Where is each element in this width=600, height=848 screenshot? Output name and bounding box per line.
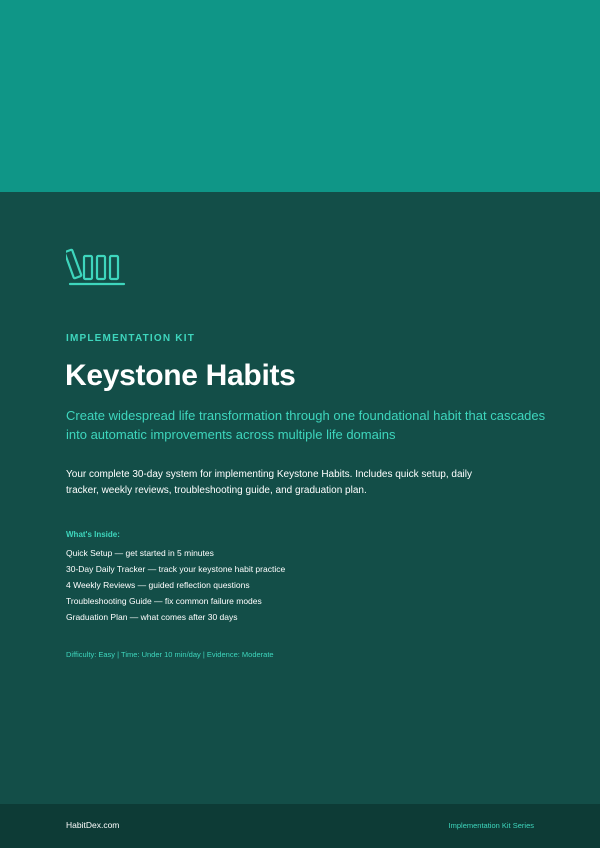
list-item: 30-Day Daily Tracker — track your keystone habit practice: [66, 564, 286, 574]
intro-paragraph: Your complete 30-day system for implementing Keystone Habits. Includes quick setup, daily tracker, weekly reviews, troubleshooting guide, and graduation plan.: [66, 469, 472, 496]
whats-inside-heading: What's Inside:: [66, 530, 120, 539]
difficulty-meta-line: Difficulty: Easy | Time: Under 10 min/day | Evidence: Moderate: [66, 650, 274, 659]
footer-series-label: Implementation Kit Series: [448, 821, 534, 830]
list-item: 4 Weekly Reviews — guided reflection questions: [66, 580, 250, 590]
eyebrow-label: IMPLEMENTATION KIT: [66, 333, 195, 344]
subtitle: Create widespread life transformation through one foundational habit that cascades into automatic improvements across multiple life domains: [66, 408, 546, 442]
footer-site-link[interactable]: HabitDex.com: [66, 820, 120, 830]
list-item: Quick Setup — get started in 5 minutes: [66, 548, 214, 558]
footer: [0, 804, 600, 848]
whats-inside-list: [66, 545, 285, 625]
list-item: Graduation Plan — what comes after 30 days: [66, 612, 238, 622]
page-title: Keystone Habits: [65, 359, 296, 392]
top-color-band: [0, 0, 600, 192]
books-logo-icon: [66, 244, 128, 286]
list-item: Troubleshooting Guide — fix common failure modes: [66, 596, 262, 606]
